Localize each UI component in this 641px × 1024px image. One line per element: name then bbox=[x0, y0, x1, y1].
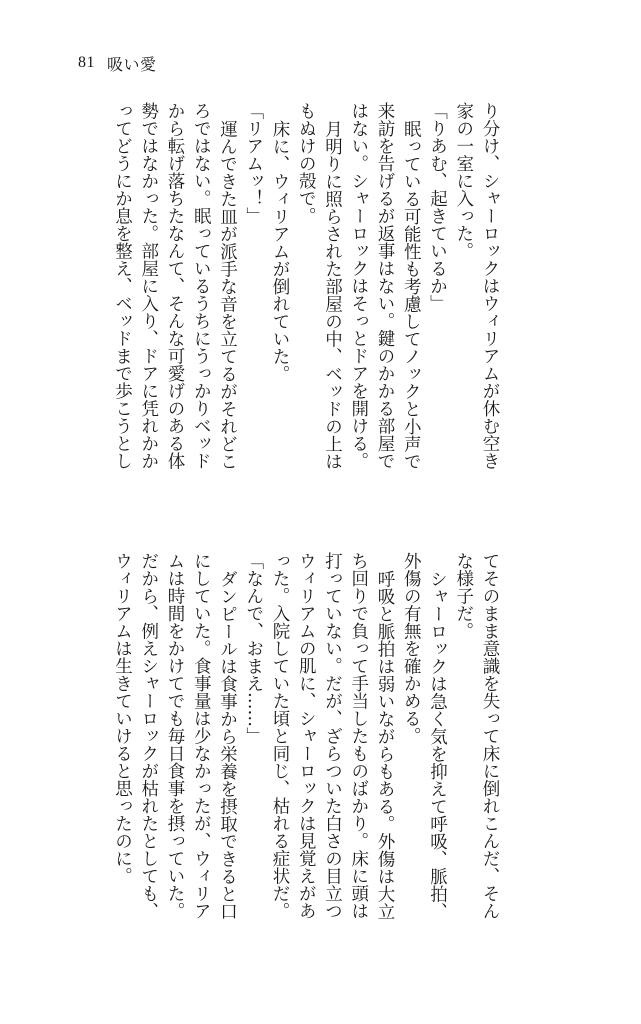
text-line: ムは時間をかけてでも毎日食事を摂っていた。 bbox=[165, 552, 185, 920]
text-line: ウィリアムは生きていけると思ったのに。 bbox=[112, 552, 133, 885]
text-line: 運んできた皿が派手な音を立てるがそれどこ bbox=[217, 119, 238, 470]
text-line: ってどうにか息を整え、ベッドまで歩こうとし bbox=[112, 102, 133, 470]
text-block-bottom bbox=[83, 552, 503, 944]
text-line: った。入院していた頃と同じ、枯れる症状だ。 bbox=[270, 552, 290, 920]
text-line: から転げ落ちたなんて、そんな可愛げのある体 bbox=[165, 102, 185, 470]
running-title: 吸い愛 bbox=[107, 54, 157, 74]
text-line: 「リアムッ！」 bbox=[243, 102, 264, 225]
text-line: 「りあむ、起きているか」 bbox=[427, 102, 448, 312]
text-line: ウィリアムの肌に、シャーロックは見覚えがあ bbox=[296, 552, 317, 920]
text-line: 勢ではなかった。部屋に入り、ドアに凭れかか bbox=[138, 102, 159, 470]
text-line: 月明りに照らされた部屋の中、ベッドの上は bbox=[322, 119, 343, 470]
text-line: り分け、シャーロックはウィリアムが休む空き bbox=[480, 102, 500, 470]
page-number: 81 bbox=[78, 54, 95, 71]
text-line: はない。シャーロックはそっとドアを開ける。 bbox=[348, 102, 369, 470]
text-line: ろではない。眠っているうちにうっかりベッド bbox=[191, 102, 212, 470]
text-line: 来訪を告げるが返事はない。鍵のかかる部屋で bbox=[375, 102, 395, 470]
text-line: ち回りで負って手当したものばかり。床に頭は bbox=[348, 552, 369, 920]
text-line: な様子だ。 bbox=[453, 552, 474, 640]
text-line: もぬけの殻で。 bbox=[296, 102, 317, 225]
text-line: てそのまま意識を失って床に倒れこんだ、そん bbox=[480, 552, 500, 920]
text-line: シャーロックは急く気を抑えて呼吸、脈拍、 bbox=[427, 569, 448, 920]
page-header bbox=[78, 50, 157, 76]
text-line: 外傷の有無を確かめる。 bbox=[401, 552, 422, 745]
text-line: だから、例えシャーロックが枯れたとしても、 bbox=[138, 552, 159, 920]
text-block-top bbox=[83, 102, 503, 502]
text-line: 家の一室に入った。 bbox=[453, 102, 474, 260]
text-line: にしていた。食事量は少なかったが、ウィリア bbox=[191, 552, 212, 920]
text-line: 眠っている可能性も考慮してノックと小声で bbox=[401, 119, 422, 470]
text-line: 「なんで、おまえ……」 bbox=[243, 552, 264, 745]
text-line: ダンピールは食事から栄養を摂取できると口 bbox=[217, 569, 238, 920]
text-line: 打っていない。だが、ざらついた白さの目立つ bbox=[322, 552, 343, 920]
text-line: 床に、ウィリアムが倒れていた。 bbox=[270, 119, 290, 382]
text-line: 呼吸と脈拍は弱いながらもある。外傷は大立 bbox=[375, 569, 395, 920]
